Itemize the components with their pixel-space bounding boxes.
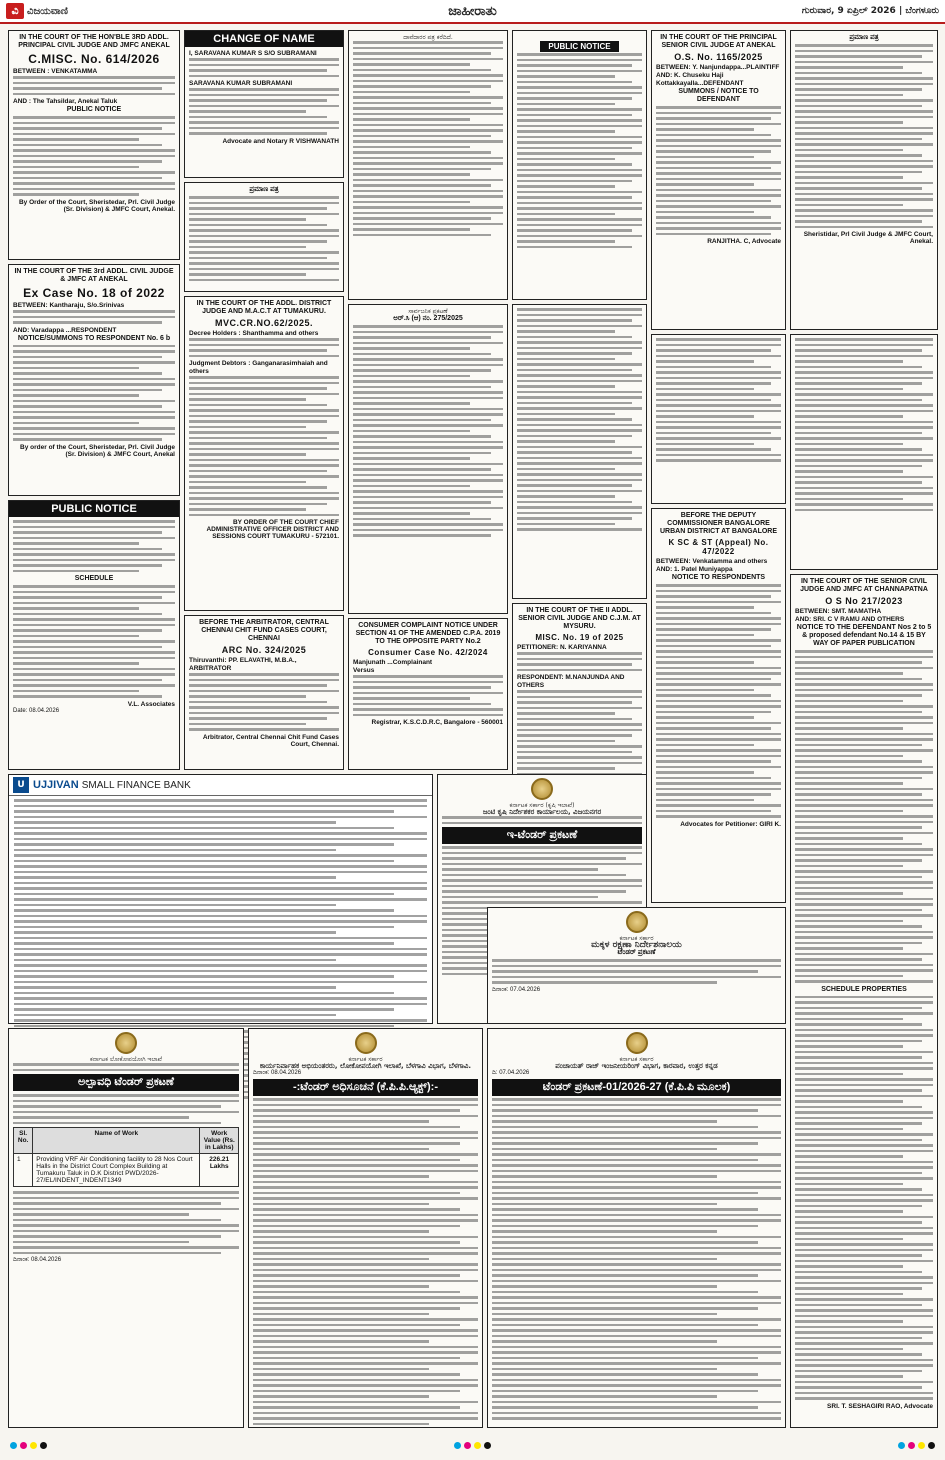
case-number: O.S. No. 1165/2025 [674, 52, 763, 62]
classifieds-page [8, 30, 938, 1430]
ad-kn-certificate-2: ಪ್ರಮಾಣ ಪತ್ರ Sheristidar, Prl Civil Judge & JMFC Court, Anekal. [790, 30, 938, 330]
case-number: Ex Case No. 18 of 2022 [23, 286, 165, 300]
ad-court-channapatna: IN THE COURT OF THE SENIOR CIVIL JUDGE AND JMFC AT CHANNAPATNA O S No 217/2023 BETWEEN: SMT. MAMATHA AND: SRI. C V RAMU AND OTHERS NOTICE TO THE DEFENDANT Nos 2 to 5 & proposed defendant No.14 & 15 BY WAY OF PAPER PUBLICATION SCHEDULE PROPERTIES SRI. T. SESHAGIRI RAO, Advocate [790, 574, 938, 1428]
bank-name: UJJIVAN SMALL FINANCE BANK [33, 779, 191, 791]
body-text [189, 376, 339, 516]
body-text [13, 116, 175, 196]
body-text [353, 325, 503, 537]
newspaper-logo [6, 3, 186, 19]
case-number: MVC.CR.NO.62/2025. [214, 318, 314, 328]
body-text [13, 310, 175, 324]
karnataka-emblem-icon [626, 1032, 648, 1054]
body-text [13, 1094, 239, 1124]
section-title: ಜಾಹೀರಾತು [448, 3, 497, 19]
ad-mact-tumakuru: IN THE COURT OF THE ADDL. DISTRICT JUDGE AND M.A.C.T AT TUMAKURU. MVC.CR.NO.62/2025. Decree Holders : Shanthamma and others Judgment Debtors : Ganganarasimhaiah and others BY ORDER OF THE COURT CHIEF ADMINISTRATIVE OFFICER DISTRICT AND SESSIONS COURT TUMAKURU - 572101. [184, 296, 344, 611]
case-number: O S No 217/2023 [825, 596, 903, 606]
table-row: 1 Providing VRF Air Conditioning facility to 28 Nos Court Halls in the District Court Complex Building at Tumakuru Taluk in D.K District PWD/2026-27/EL/INDENT_INDENT1349 226.21 Lakhs [14, 1154, 239, 1187]
ad-ujjivan-bank [8, 774, 433, 1024]
body-text [13, 345, 175, 441]
body-text [189, 673, 339, 731]
ad-court-notice-2: IN THE COURT OF THE 3rd ADDL. CIVIL JUDGE & JMFC AT ANEKAL Ex Case No. 18 of 2022 BETWEEN: Kantharaju, S/o.Srinivas AND: Varadappa ...RESPONDENT NOTICE/SUMMONS TO RESPONDENT No. 6 b By order of the Court, Sheristedar, Prl. Civil Judge (Sr. Division) & JMFC Court, Anekal [8, 264, 180, 496]
body-text [492, 959, 781, 984]
body-text [13, 76, 175, 95]
ad-public-notice-1: PUBLIC NOTICE SCHEDULE V.L. Associates Date: 08.04.2026 [8, 500, 180, 770]
ad-change-of-name: CHANGE OF NAME I, SARAVANA KUMAR S S/O SUBRAMANI SARAVANA KUMAR SUBRAMANI Advocate and Notary R VISHWANATH [184, 30, 344, 178]
body-text [189, 196, 339, 281]
ad-public-notice-2: PUBLIC NOTICE [512, 30, 647, 300]
body-text [656, 584, 781, 818]
body-text [517, 652, 642, 671]
body-text [189, 338, 339, 357]
body-text [189, 88, 339, 135]
ad-agri-tender: ಕರ್ನಾಟಕ ಸರ್ಕಾರ (ಕೃಷಿ ಇಲಾಖೆ) ಜಂಟಿ ಕೃಷಿ ನಿರ್ದೇಶಕರ ಕಾರ್ಯಾಲಯ, ವಿಜಯನಗರ ಇ-ಟೆಂಡರ್ ಪ್ರಕಟಣೆ [437, 774, 647, 1024]
ad-kn-notice-2 [512, 304, 647, 599]
body-text [517, 53, 642, 248]
karnataka-emblem-icon [115, 1032, 137, 1054]
body-text [13, 585, 175, 698]
logo-icon: ವಿ [6, 3, 24, 19]
body-text [189, 58, 339, 77]
case-number: C.MISC. No. 614/2026 [28, 52, 160, 66]
body-text [656, 106, 781, 235]
case-number: MISC. No. 19 of 2025 [535, 633, 624, 642]
case-number: K SC & ST (Appeal) No. 47/2022 [668, 538, 769, 556]
ad-kn-public-notice: ಸಾರ್ವಜನಿಕ ಪ್ರಕಟಣೆ ಅರ್.ಸಿ (ಆ) ನಂ. 275/2025 [348, 304, 508, 614]
ad-arbitrator-chennai: BEFORE THE ARBITRATOR, CENTRAL CHENNAI CHIT FUND CASES COURT, CHENNAI ARC No. 324/2025 Thiruvanthi: PP. ELAVATHI, M.B.A., ARBITRATOR Arbitrator, Central Chennai Chit Fund Cases Court, Chennai. [184, 615, 344, 770]
ad-deputy-commissioner: BEFORE THE DEPUTY COMMISSIONER BANGALORE URBAN DISTRICT AT BANGALORE K SC & ST (Appeal) No. 47/2022 BETWEEN: Venkatamma and others AND: 1. Patel Muniyappa NOTICE TO RESPONDENTS Advocates for Petitioner: GIRI K. [651, 508, 786, 903]
body-text [13, 520, 175, 572]
karnataka-emblem-icon [531, 778, 553, 800]
print-registration-strip [0, 1442, 945, 1452]
body-text [253, 1098, 478, 1425]
ad-pwd-short-tender: ಕರ್ನಾಟಕ ಲೋಕೋಪಯೋಗಿ ಇಲಾಖೆ ಅಲ್ಪಾವಧಿ ಟೆಂಡರ್ ಪ್ರಕಟಣೆ Sl. No. Name of Work Work Value (Rs. in Lakhs) 1 Providing VRF Air Conditioning facility to 28 Nos Court Halls in the District Court Complex Building at Tumakuru Taluk in D.K District PWD/2026-27/EL/INDENT_INDENT1349 226.21 Lakhs ದಿನಾಂಕ: 08.04.2026 [8, 1028, 244, 1428]
body-text [795, 44, 933, 228]
body-text [13, 1191, 239, 1254]
body-text [13, 1063, 239, 1071]
ad-court-notice-1: IN THE COURT OF THE HON'BLE 3RD ADDL. PRINCIPAL CIVIL JUDGE AND JMFC ANEKAL C.MISC. No. 614/2026 BETWEEN : VENKATAMMA AND : The Tahsildar, Anekal Taluk PUBLIC NOTICE By Order of the Court, Sheristedar, Prl. Civil Judge (Sr. Division) & JMFC Court, Anekal. [8, 30, 180, 260]
masthead [0, 0, 945, 24]
ad-court-mysuru: IN THE COURT OF THE II ADDL. SENIOR CIVIL JUDGE AND C.J.M. AT MYSURU. MISC. No. 19 of 2025 PETITIONER: N. KARIYANNA RESPONDENT: M.NANJUNDA AND OTHERS [512, 603, 647, 903]
ad-karwar-tender: ಕರ್ನಾಟಕ ಸರ್ಕಾರ ಪಂಚಾಯತ್ ರಾಜ್ ಇಂಜನೀಯರಿಂಗ್ ವಿಭಾಗ, ಕಾರವಾರ, ಉತ್ತರ ಕನ್ನಡ ದಿ: 07.04.2026 ಟೆಂಡರ್ ಪ್ರಕಟಣೆ-01/2026-27 (ಕೆ.ಪಿ.ಪಿ ಮೂಲಕ) [487, 1028, 786, 1428]
ad-certificate-kn: ಪ್ರಮಾಣ ಪತ್ರ [184, 182, 344, 292]
ad-child-protection-tender: ಕರ್ನಾಟಕ ಸರ್ಕಾರ ಮಕ್ಕಳ ರಕ್ಷಣಾ ನಿರ್ದೇಶನಾಲಯ ಟೆಂಡರ್ ಪ್ರಕಟಣೆ ದಿನಾಂಕ: 07.04.2026 [487, 907, 786, 1024]
body-text [795, 338, 933, 511]
body-text [492, 1098, 781, 1420]
ad-court-anekal-os: IN THE COURT OF THE PRINCIPAL SENIOR CIVIL JUDGE AT ANEKAL O.S. No. 1165/2025 BETWEEN: Y. Nanjundappa...PLAINTIFF AND: K. Chuseku Haji Kottakkayalla...DEFENDANT SUMMONS / NOTICE TO DEFENDANT RANJITHA. C, Advocate [651, 30, 786, 330]
dateline: ಗುರುವಾರ, 9 ಏಪ್ರಿಲ್ 2026 | ಬೆಂಗಳೂರು [801, 6, 939, 16]
body-text [795, 996, 933, 1400]
ad-consumer-commission: CONSUMER COMPLAINT NOTICE UNDER SECTION 41 OF THE AMENDED C.P.A. 2019 TO THE OPPOSITE PARTY No.2 Consumer Case No. 42/2024 Manjunath ...Complainant Versus Registrar, K.S.C.D.R.C, Bangalore - 560001 [348, 618, 508, 770]
work-table: Sl. No. Name of Work Work Value (Rs. in Lakhs) 1 Providing VRF Air Conditioning facility to 28 Nos Court Halls in the District Court Complex Building at Tumakuru Taluk in D.K District PWD/2026-27/EL/INDENT_INDENT1349 226.21 Lakhs [13, 1127, 239, 1187]
ujjivan-logo-icon: U [13, 777, 29, 793]
body-text [353, 675, 503, 716]
logo-text: ವಿಜಯವಾಣಿ [27, 5, 68, 17]
karnataka-emblem-icon [355, 1032, 377, 1054]
body-text [656, 338, 781, 462]
case-number: ARC No. 324/2025 [221, 645, 307, 655]
case-number: Consumer Case No. 42/2024 [368, 648, 488, 657]
ad-kn-notice-4 [790, 334, 938, 570]
ad-belagavi-tender: ಕರ್ನಾಟಕ ಸರ್ಕಾರ ಕಾರ್ಯನಿರ್ವಾಹಕ ಅಭಿಯಂತರರು, ಲೋಕೋಪಯೋಗಿ ಇಲಾಖೆ, ಬೆಳಗಾವಿ ವಿಭಾಗ, ಬೆಳಗಾವಿ. ದಿನಾಂಕ: 08.04.2026 -:ಟೆಂಡರ್ ಅಧಿಸೂಚನೆ (ಕೆ.ಪಿ.ಪಿ.ಆ್ಯಕ್ಟ್):- [248, 1028, 483, 1428]
body-text [795, 650, 933, 983]
body-text [517, 308, 642, 531]
karnataka-emblem-icon [626, 911, 648, 933]
body-text [353, 41, 503, 236]
ad-kn-notice-3 [651, 334, 786, 504]
ad-kn-notice-1: ದಾವೆದಾರರ ಪತ್ರ ಕರೆದಿದೆ. [348, 30, 508, 300]
body-text [442, 816, 642, 824]
